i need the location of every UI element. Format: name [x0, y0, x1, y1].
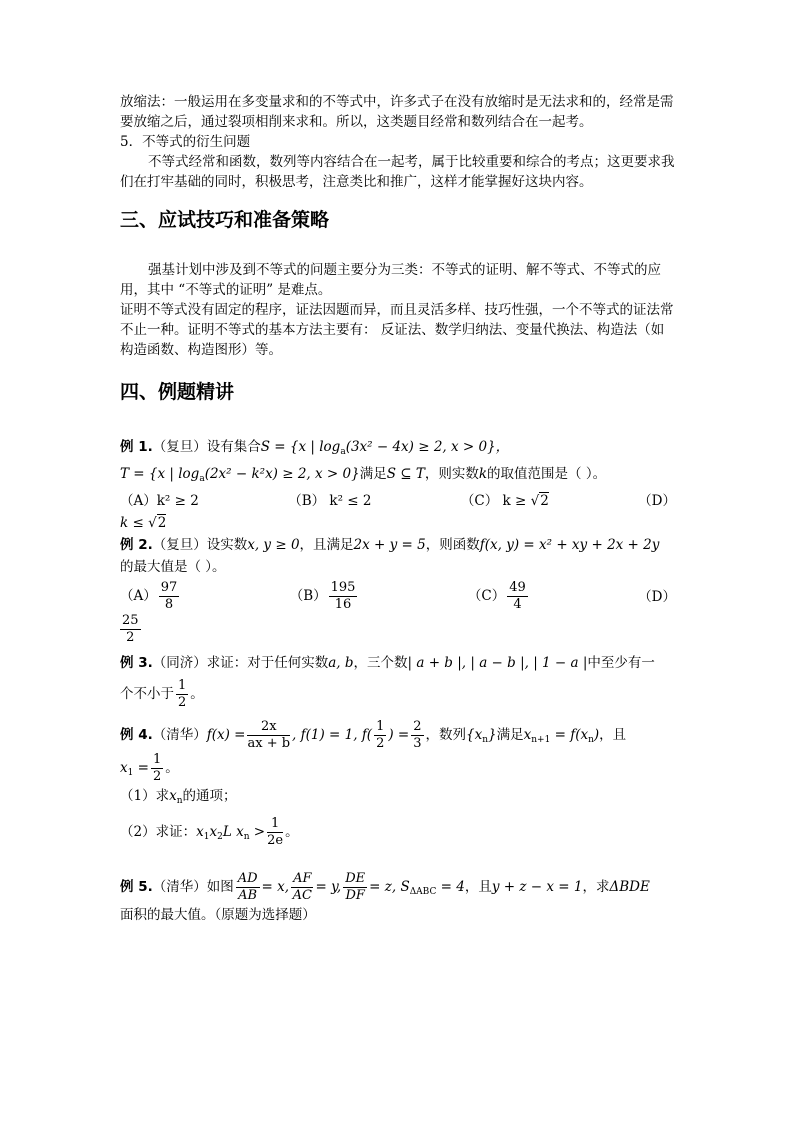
example-1-options — [120, 490, 676, 512]
example-4-line-1: 例 4.（清华）f(x) = $\frac{2x}{ax + b}$ , f(1) = 1, f( $\frac{1}{2}$ ) = $\frac{2}{3}$ ，数列$\{x_n\}$满足$x_{n+1} = f(x_n)$，且 — [120, 719, 627, 751]
paragraph-derived-problems: 不等式经常和函数，数列等内容结合在一起考，属于比较重要和综合的考点；这更要求我们在打牢基础的同时，积极思考，注意类比和推广，这样才能掌握好这块内容。 — [120, 154, 675, 190]
example-4-question-2: （2）求证：$x_1x_2L$ $x_n$ > $\frac{1}{2e}$ 。 — [120, 816, 299, 848]
option-b: （B） k² ≤ 2 — [288, 493, 372, 509]
option-d: （D） — [638, 493, 676, 509]
example-5 — [120, 871, 676, 926]
example-1-line-1: 例 1.（复旦）设有集合S = {x | $\log_a(3x^2 - 4x) \ge 2$, x > 0}， — [120, 439, 510, 457]
example-3-line-1: 例 3.（同济）求证：对于任何实数a, b，三个数| a + b |, | a − b |, | 1 − a |中至少有一 — [120, 655, 655, 671]
example-2-options — [120, 580, 676, 613]
document-page — [120, 92, 676, 926]
example-3 — [120, 652, 676, 711]
example-1-line-2: T = {x | $\log_a(2x^2 - k^2x) \ge 2$, x > 0}满足S ⊆ T，则实数k的取值范围是（ ）。 — [120, 466, 607, 484]
example-4-line-2: $x_1$ = $\frac{1}{2}$ 。 — [120, 752, 179, 784]
example-4-question-1: （1）求$x_n$的通项； — [120, 788, 237, 806]
option-c: （C） $\frac{49}{4}$ — [467, 580, 526, 612]
section-heading-4: 四、例题精讲 — [120, 381, 235, 403]
option-b: （B） $\frac{195}{16}$ — [289, 580, 356, 612]
example-2 — [120, 534, 676, 646]
paragraph-scaling-method: 放缩法：一般运用在多变量求和的不等式中，许多式子在没有放缩时是无法求和的，经常是需要放缩之后，通过裂项相削来求和。所以，这类题目经常和数列结合在一起考。 — [120, 94, 674, 130]
example-5-line-2: 面积的最大值。（原题为选择题） — [120, 907, 316, 923]
example-3-line-2: 个不小于 $\frac{1}{2}$ 。 — [120, 678, 204, 710]
option-a: （A）k² ≥ 2 — [120, 493, 199, 509]
option-d: （D） — [638, 588, 676, 605]
section-heading-3: 三、应试技巧和准备策略 — [120, 209, 330, 231]
option-a: （A） $\frac{97}{8}$ — [120, 580, 178, 612]
example-2-line-2: 的最大值是（ ）。 — [120, 559, 226, 575]
paragraph-strategy: 强基计划中涉及到不等式的问题主要分为三类：不等式的证明、解不等式、不等式的应用，其中 “不等式的证明” 是难点。 — [120, 262, 661, 298]
item-5-title: 5．不等式的衍生问题 — [120, 134, 251, 150]
example-5-line-1: 例 5.（清华）如图 $\frac{AD}{AB}$ = x, $\frac{AF}{AC}$ = y, $\frac{DE}{DF}$ = z, $S_{\Delta ABC} = 4$，且y + z − x = 1，求ΔBDE — [120, 871, 650, 903]
example-1 — [120, 436, 676, 534]
option-d-value: k ≤ √2 — [120, 515, 167, 531]
example-2-line-1: 例 2.（复旦）设实数x, y ≥ 0，且满足2x + y = 5，则函数f(x, y) = x² + xy + 2x + 2y — [120, 537, 660, 553]
option-d-value: $\frac{25}{2}$ — [122, 613, 139, 645]
example-4 — [120, 719, 676, 849]
paragraph-proof-methods: 证明不等式没有固定的程序，证法因题而异，而且灵活多样、技巧性强，一个不等式的证法常不止一种。证明不等式的基本方法主要有： 反证法、数学归纳法、变量代换法、构造法（如构造函数、构造图形）等。 — [120, 302, 674, 358]
option-c: （C） k ≥ √2 — [460, 493, 549, 509]
